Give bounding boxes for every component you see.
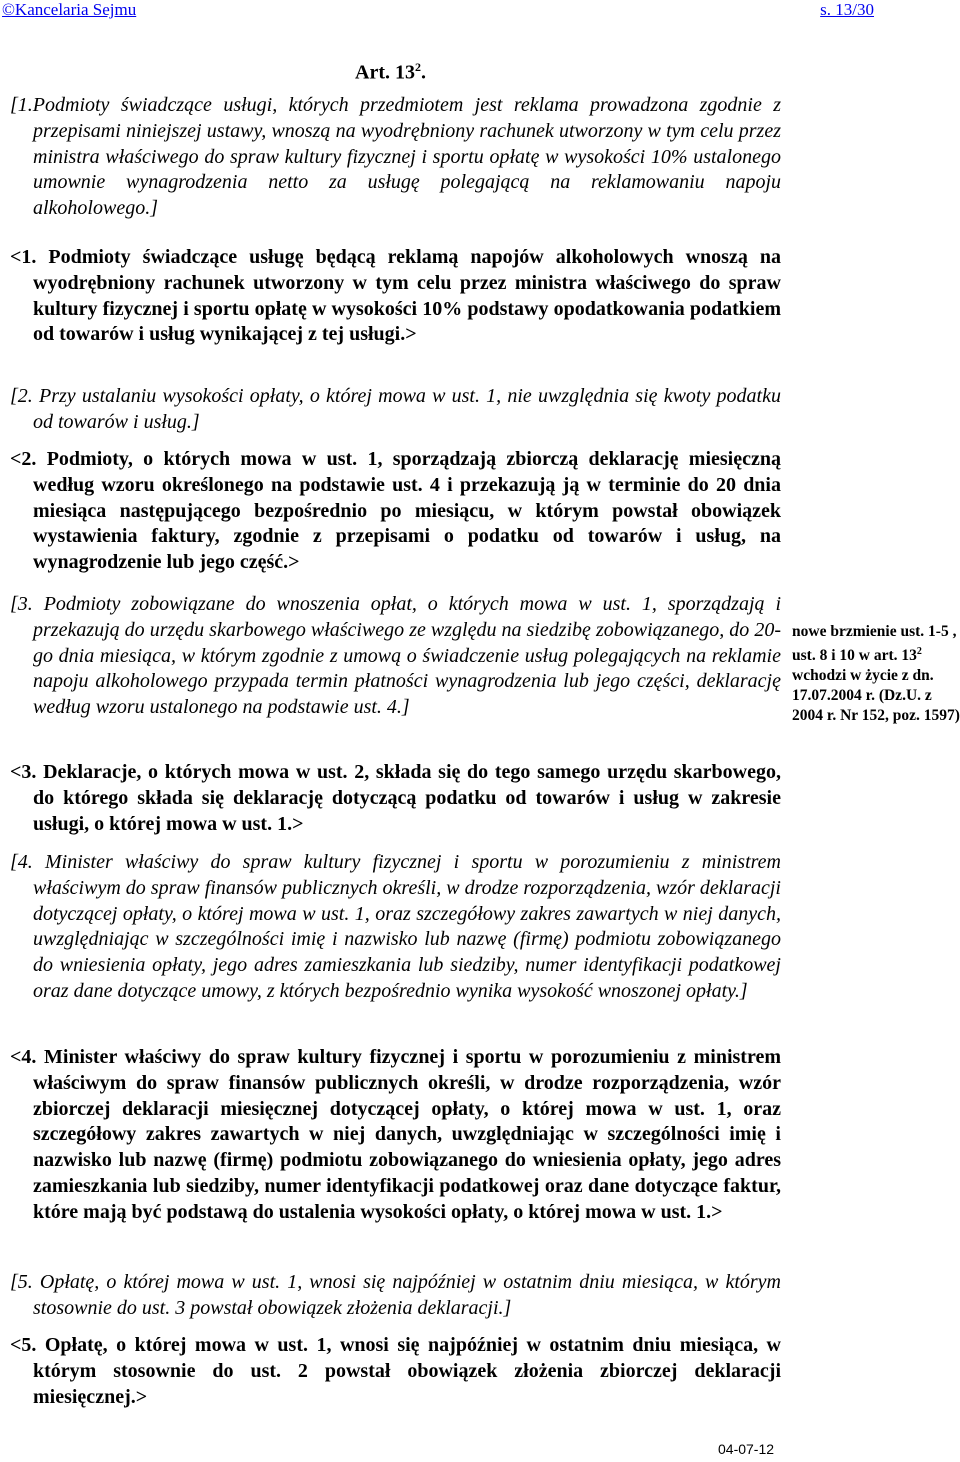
page-number-link[interactable]: s. 13/30	[820, 0, 874, 19]
paragraph-3-old	[10, 592, 781, 721]
paragraph-1-new	[10, 245, 781, 348]
paragraph-5-new-text: <5. Opłatę, o której mowa w ust. 1, wnosi się najpóźniej w ostatnim dniu miesiąca, w którym stosownie do ust. 2 powstał obowiązek złożenia zbiorczej deklaracji miesięcznej.>	[10, 1334, 781, 1408]
article-title	[355, 60, 426, 85]
side-note-text-2: wchodzi w życie z dn. 17.07.2004 r. (Dz.U. z 2004 r. Nr 152, poz. 1597)	[792, 667, 960, 725]
paragraph-4-old-text: [4. Minister właściwy do spraw kultury fizycznej i sportu w porozumieniu z ministrem właściwym do spraw finansów publicznych określi, w drodze rozporządzenia, wzór deklaracji dotyczącej opłaty, o której mowa w ust. 1, oraz szczegółowy zakres zawartych w niej danych, uwzględniając w szczególności imię i nazwisko lub nazwę (firmę) podmiotu zobowiązanego do wniesienia opłaty, jego adres zamieszkania lub siedziby, numer identyfikacji podatkowej oraz dane dotyczące umowy, z których bezpośrednio wynika wysokość wnoszonej opłaty.]	[10, 851, 781, 1002]
paragraph-5-old	[10, 1270, 781, 1322]
kancelaria-sejmu-link[interactable]: ©Kancelaria Sejmu	[2, 0, 137, 19]
paragraph-3-new-text: <3. Deklaracje, o których mowa w ust. 2, składa się do tego samego urzędu skarbowego, do którego składa się deklarację dotyczącą podatku od towarów i usług w zakresie usługi, o której mowa w ust. 1.>	[10, 761, 781, 835]
paragraph-2-old-text: [2. Przy ustalaniu wysokości opłaty, o której mowa w ust. 1, nie uwzględnia się kwoty podatku od towarów i usług.]	[10, 385, 781, 433]
paragraph-4-new	[10, 1045, 781, 1226]
paragraph-3-old-text: [3. Podmioty zobowiązane do wnoszenia opłat, o których mowa w ust. 1, sporządzają i przekazują do urzędu skarbowego właściwego ze względu na siedzibę zobowiązanego, do 20-go dnia miesiąca, w którym zgodnie z umową o świadczenie usług polegających na reklamie napoju alkoholowego przypada termin płatności wynagrodzenia lub jego części, deklarację według wzoru ustalonego na podstawie ust. 4.]	[10, 593, 781, 719]
paragraph-3-new	[10, 760, 781, 837]
paragraph-4-old	[10, 850, 781, 1005]
side-note-text-1: nowe brzmienie ust. 1-5 , ust. 8 i 10 w art. 13	[792, 623, 957, 665]
article-title-prefix: Art. 13	[355, 61, 415, 84]
paragraph-1-new-text: <1. Podmioty świadczące usługę będącą reklamą napojów alkoholowych wnoszą na wyodrębniony rachunek utworzony w tym celu przez ministra właściwego do spraw kultury fizycznej i sportu opłatę w wysokości 10% podstawy opodatkowania podatkiem od towarów i usług wynikającej z tej usługi.>	[10, 246, 781, 346]
paragraph-5-old-text: [5. Opłatę, o której mowa w ust. 1, wnosi się najpóźniej w ostatnim dniu miesiąca, w którym stosownie do ust. 3 powstał obowiązek złożenia deklaracji.]	[10, 1271, 781, 1319]
paragraph-2-old	[10, 384, 781, 436]
article-title-suffix: .	[420, 61, 426, 84]
footer-date: 04-07-12	[718, 1441, 775, 1457]
paragraph-4-new-text: <4. Minister właściwy do spraw kultury fizycznej i sportu w porozumieniu z ministrem właściwym do spraw finansów publicznych określi, w drodze rozporządzenia, wzór zbiorczej deklaracji miesięcznej dotyczącej opłaty, o której mowa w ust. 1, oraz szczegółowy zakres zawartych w niej danych, uwzględniając w szczególności imię i nazwisko lub nazwę (firmę) podmiotu zobowiązanego do wniesienia opłaty, jego adres zamieszkania lub siedziby, numer identyfikacji podatkowej oraz dane dotyczące faktur, które mają być podstawą do ustalenia wysokości opłaty, o której mowa w ust. 1.>	[10, 1046, 781, 1223]
article-title-sup: 2	[414, 60, 421, 74]
paragraph-2-new-text: <2. Podmioty, o których mowa w ust. 1, sporządzają zbiorczą deklarację miesięczną według wzoru określonego na podstawie ust. 4 i przekazują ją w terminie do 20 dnia miesiąca następującego bezpośrednio po miesiącu, w którym powstał obowiązek wystawienia faktury, zgodnie z przepisami o podatku od towarów i usług, na wynagrodzenie lub jego część.>	[10, 448, 781, 574]
paragraph-5-new	[10, 1333, 781, 1410]
side-note	[792, 622, 960, 726]
paragraph-2-new	[10, 447, 781, 576]
side-note-sup: 2	[916, 646, 922, 657]
paragraph-1-old	[10, 93, 781, 222]
paragraph-1-old-text: [1.Podmioty świadczące usługi, których przedmiotem jest reklama prowadzona zgodnie z przepisami niniejszej ustawy, wnoszą na wyodrębniony rachunek utworzony w tym celu przez ministra właściwego do spraw kultury fizycznej i sportu opłatę w wysokości 10% ustalonego umownie wynagrodzenia netto za usługę polegającą na reklamowaniu napoju alkoholowego.]	[10, 94, 781, 220]
